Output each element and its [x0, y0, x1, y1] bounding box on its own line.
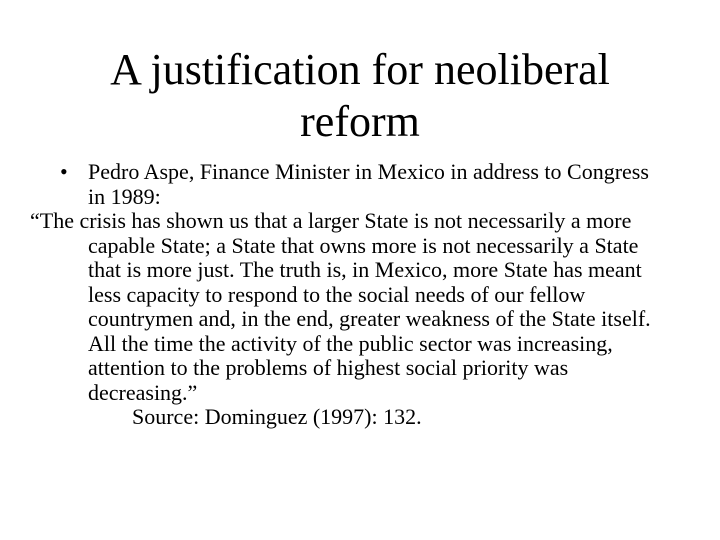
slide-title — [60, 44, 660, 148]
slide-title-line-2: reform — [300, 97, 420, 146]
bullet-text: Pedro Aspe, Finance Minister in Mexico in address to Congress in 1989: — [88, 159, 649, 209]
source-citation: Source: Dominguez (1997): 132. — [132, 404, 422, 429]
bullet-item — [30, 160, 670, 209]
quote-text: “The crisis has shown us that a larger State is not necessarily a more capable State; a State that owns more is not necessarily a State that is more just. The truth is, in Mexico, more State has meant less capacity to respond to the social needs of our fellow countrymen and, in the end, greater weakness of the State itself. All the time the activity of the public sector was increasing, attention to the problems of highest social priority was decreasing.” — [30, 208, 651, 405]
slide-body — [30, 160, 670, 430]
bullet-marker: • — [60, 159, 68, 184]
slide-title-line-1: A justification for neoliberal — [110, 45, 610, 94]
